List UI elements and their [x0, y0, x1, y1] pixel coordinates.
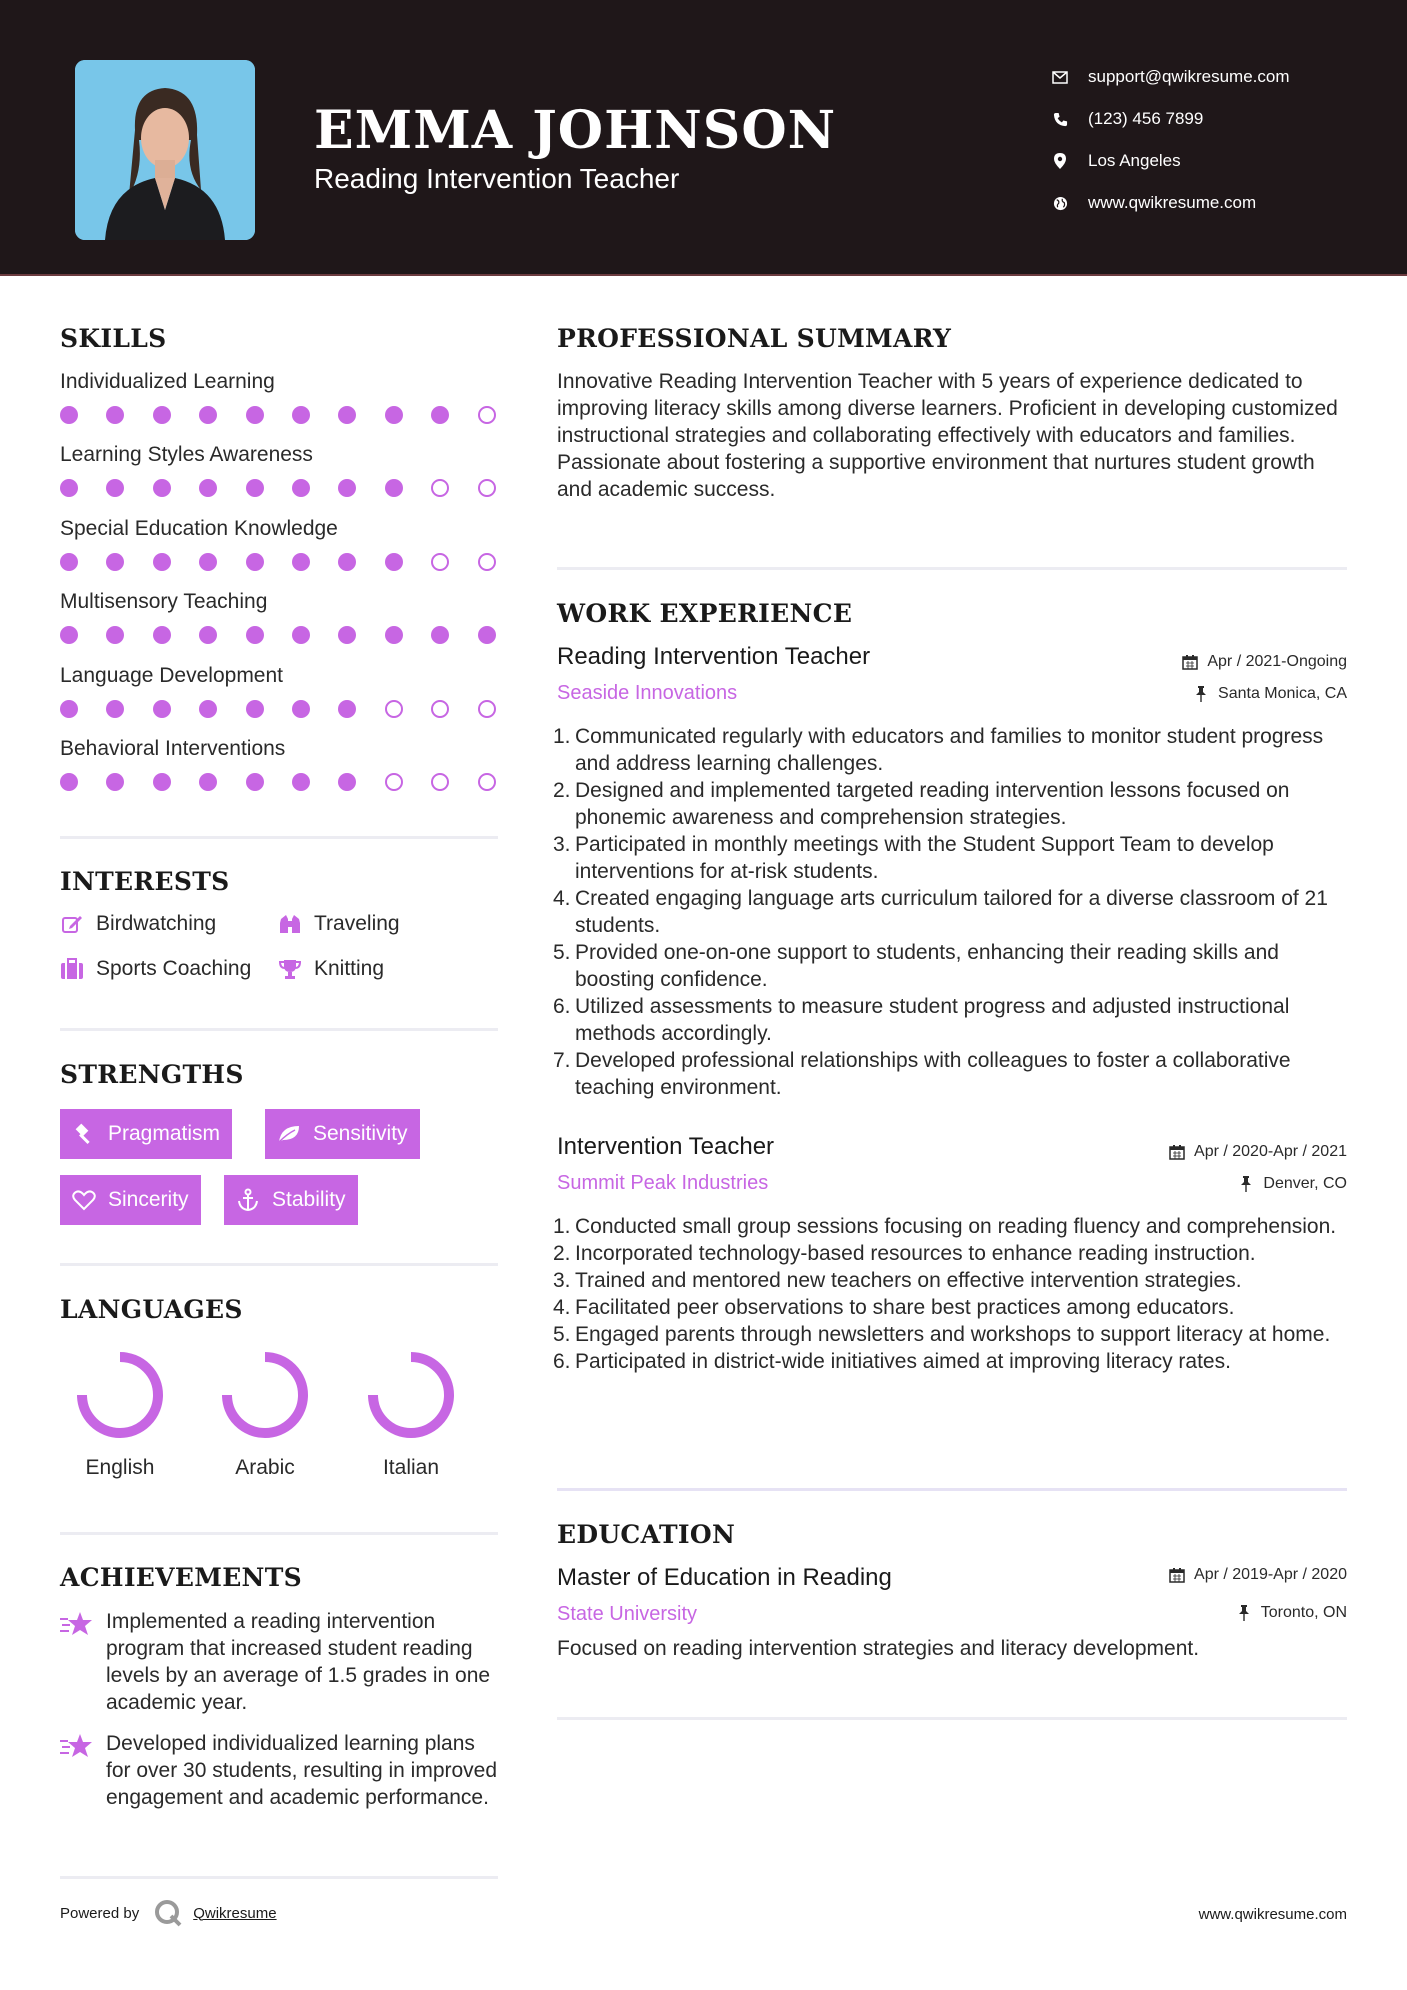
rating-dot-filled — [338, 773, 356, 791]
rating-dot-filled — [199, 553, 217, 571]
interest-item — [60, 957, 251, 981]
rating-dot-filled — [431, 626, 449, 644]
footer-url[interactable]: www.qwikresume.com — [1198, 1906, 1347, 1923]
rating-dot-filled — [246, 626, 264, 644]
contact-phone-text: (123) 456 7899 — [1088, 109, 1204, 128]
achievement-item — [60, 1730, 500, 1811]
rating-dot-filled — [385, 626, 403, 644]
calendar-icon — [1181, 653, 1199, 671]
bullet-text: Facilitated peer observations to share best practices among educators. — [575, 1296, 1235, 1319]
education-location-text: Toronto, ON — [1260, 1604, 1347, 1621]
language-item — [361, 1350, 461, 1480]
bullet-item: 1. Communicated regularly with educators and families to monitor student progress and address learning challenges. — [553, 723, 1353, 777]
suitcase-icon — [60, 957, 84, 981]
education-school: State University — [557, 1603, 698, 1625]
leaf-icon — [277, 1122, 301, 1146]
envelope-icon — [1050, 67, 1070, 87]
contact-website-text: www.qwikresume.com — [1088, 193, 1257, 212]
bullet-item: 6. Utilized assessments to measure student progress and adjusted instructional methods accordingly. — [553, 993, 1353, 1047]
interest-item — [278, 912, 400, 936]
bullet-text: Utilized assessments to measure student progress and adjusted instructional methods accordingly. — [575, 995, 1290, 1045]
skill-name: Special Education Knowledge — [60, 516, 338, 540]
bullet-item: 1. Conducted small group sessions focusing on reading fluency and comprehension. — [553, 1215, 1337, 1238]
job-company: Seaside Innovations — [557, 682, 738, 704]
strength-tag — [224, 1175, 358, 1225]
interest-item — [278, 957, 384, 981]
rating-dot-filled — [246, 479, 264, 497]
bullet-text: Created engaging language arts curriculum tailored for a diverse classroom of 21 students. — [575, 887, 1328, 937]
rating-dot-empty — [431, 700, 449, 718]
job-bullets — [553, 723, 1353, 1101]
interest-label: Traveling — [314, 912, 400, 935]
education-dates-text: Apr / 2019-Apr / 2020 — [1194, 1566, 1347, 1583]
rating-dot-filled — [199, 773, 217, 791]
rating-dot-filled — [199, 700, 217, 718]
achievements-title: ACHIEVEMENTS — [60, 1563, 302, 1592]
strength-label: Pragmatism — [108, 1122, 221, 1145]
anchor-icon — [236, 1188, 260, 1212]
rating-dot-filled — [292, 626, 310, 644]
divider — [60, 836, 498, 839]
divider — [60, 1263, 498, 1266]
rating-dot-filled — [106, 553, 124, 571]
qwikresume-link[interactable]: Qwikresume — [193, 1904, 277, 1922]
rating-dot-filled — [199, 406, 217, 424]
education-location — [1235, 1604, 1347, 1622]
languages-title: LANGUAGES — [60, 1295, 243, 1324]
rating-dot-filled — [199, 479, 217, 497]
bullet-item: 4. Created engaging language arts curriculum tailored for a diverse classroom of 21 students. — [553, 885, 1353, 939]
qwikresume-logo-icon — [153, 1898, 183, 1928]
job-location — [1192, 685, 1347, 703]
skill-rating — [60, 553, 498, 571]
education-dates — [1168, 1566, 1347, 1584]
globe-icon — [1050, 193, 1070, 213]
calendar-icon — [1168, 1566, 1186, 1584]
skill-name: Behavioral Interventions — [60, 737, 286, 760]
bullet-item: 3. Trained and mentored new teachers on effective intervention strategies. — [553, 1269, 1242, 1292]
interest-label: Birdwatching — [96, 912, 217, 935]
rating-dot-empty — [431, 553, 449, 571]
candidate-role: Reading Intervention Teacher — [314, 163, 680, 194]
rating-dot-filled — [60, 553, 78, 571]
contact-email[interactable] — [1050, 56, 1290, 98]
contact-website[interactable] — [1050, 182, 1290, 224]
skills-title: SKILLS — [60, 324, 167, 353]
job-dates-text: Apr / 2021-Ongoing — [1207, 653, 1347, 670]
strength-label: Stability — [272, 1188, 346, 1211]
rating-dot-filled — [338, 479, 356, 497]
rating-dot-filled — [338, 406, 356, 424]
rating-dot-filled — [292, 406, 310, 424]
rating-dot-empty — [431, 773, 449, 791]
bullet-item: 2. Designed and implemented targeted reading intervention lessons focused on phonemic awareness and comprehension strategies. — [553, 777, 1353, 831]
edit-icon — [60, 912, 84, 936]
rating-dot-filled — [106, 406, 124, 424]
contact-list — [1050, 56, 1290, 224]
rating-dot-filled — [106, 773, 124, 791]
bullet-item: 4. Facilitated peer observations to share best practices among educators. — [553, 1296, 1235, 1319]
education-description: Focused on reading intervention strategies and literacy development. — [557, 1637, 1200, 1660]
pushpin-icon — [1237, 1175, 1255, 1193]
phone-icon — [1050, 109, 1070, 129]
summary-title: PROFESSIONAL SUMMARY — [557, 324, 952, 353]
rating-dot-filled — [292, 700, 310, 718]
rating-dot-filled — [246, 700, 264, 718]
rating-dot-filled — [60, 700, 78, 718]
strengths-title: STRENGTHS — [60, 1060, 244, 1089]
rating-dot-filled — [338, 626, 356, 644]
bullet-text: Engaged parents through newsletters and workshops to support literacy at home. — [575, 1323, 1331, 1346]
language-name: Arabic — [235, 1456, 295, 1479]
education-title: EDUCATION — [557, 1520, 736, 1549]
job-company: Summit Peak Industries — [557, 1172, 769, 1194]
language-ring — [75, 1350, 165, 1440]
experience-title: WORK EXPERIENCE — [557, 599, 853, 628]
bullet-text: Communicated regularly with educators and families to monitor student progress and address learning challenges. — [575, 725, 1324, 775]
interests-title: INTERESTS — [60, 867, 230, 896]
bullet-text: Trained and mentored new teachers on effective intervention strategies. — [575, 1269, 1242, 1292]
person-silhouette-icon — [75, 60, 255, 240]
pushpin-icon — [1235, 1604, 1253, 1622]
language-ring — [366, 1350, 456, 1440]
job-location-text: Denver, CO — [1263, 1175, 1347, 1192]
strength-tag — [265, 1109, 420, 1159]
rating-dot-filled — [385, 406, 403, 424]
divider — [557, 567, 1347, 570]
star-icon — [60, 1610, 94, 1640]
job-dates — [1181, 653, 1347, 671]
language-name: English — [85, 1456, 155, 1479]
education-degree: Master of Education in Reading — [557, 1564, 892, 1591]
map-pin-icon — [1050, 151, 1070, 171]
contact-email-text: support@qwikresume.com — [1088, 67, 1290, 86]
rating-dot-filled — [106, 700, 124, 718]
rating-dot-filled — [246, 553, 264, 571]
divider — [557, 1488, 1347, 1491]
rating-dot-filled — [478, 626, 496, 644]
language-name: Italian — [382, 1456, 440, 1479]
profile-photo — [75, 60, 255, 240]
heart-icon — [72, 1188, 96, 1212]
job-title: Intervention Teacher — [557, 1133, 775, 1160]
bullet-item: 3. Participated in monthly meetings with the Student Support Team to develop interventions for at-risk students. — [553, 831, 1353, 885]
achievement-text: Implemented a reading intervention program that increased student reading levels by an average of 1.5 grades in one academic year. — [106, 1610, 491, 1714]
contact-location — [1050, 140, 1290, 182]
language-ring — [220, 1350, 310, 1440]
skill-name: Multisensory Teaching — [60, 590, 268, 614]
skill-name: Language Development — [60, 663, 284, 687]
bullet-text: Incorporated technology-based resources to enhance reading instruction. — [575, 1242, 1256, 1265]
rating-dot-filled — [246, 406, 264, 424]
rating-dot-filled — [60, 479, 78, 497]
bullet-text: Designed and implemented targeted reading intervention lessons focused on phonemic awareness and comprehension strategies. — [575, 779, 1290, 829]
strength-label: Sincerity — [108, 1188, 189, 1211]
binoculars-icon — [278, 912, 302, 936]
rating-dot-filled — [106, 626, 124, 644]
rating-dot-filled — [60, 773, 78, 791]
rating-dot-filled — [199, 626, 217, 644]
skill-name: Learning Styles Awareness — [60, 443, 313, 467]
rating-dot-empty — [478, 479, 496, 497]
skill-rating — [60, 626, 498, 644]
divider — [60, 1028, 498, 1031]
rating-dot-empty — [478, 700, 496, 718]
job-location-text: Santa Monica, CA — [1218, 685, 1347, 702]
gavel-icon — [72, 1122, 96, 1146]
rating-dot-empty — [478, 553, 496, 571]
job-dates-text: Apr / 2020-Apr / 2021 — [1194, 1143, 1347, 1160]
bullet-text: Provided one-on-one support to students, enhancing their reading skills and boosting confidence. — [575, 941, 1279, 991]
job-dates — [1168, 1143, 1347, 1161]
rating-dot-filled — [246, 773, 264, 791]
rating-dot-filled — [106, 479, 124, 497]
contact-location-text: Los Angeles — [1088, 151, 1181, 170]
rating-dot-filled — [385, 553, 403, 571]
skill-rating — [60, 406, 498, 424]
interest-label: Knitting — [314, 957, 385, 980]
interest-item — [60, 912, 216, 936]
bullet-item: 5. Provided one-on-one support to students, enhancing their reading skills and boosting confidence. — [553, 939, 1353, 993]
strength-tag — [60, 1109, 232, 1159]
rating-dot-filled — [153, 406, 171, 424]
pushpin-icon — [1192, 685, 1210, 703]
bullet-text: Developed professional relationships with colleagues to foster a collaborative teaching environment. — [575, 1049, 1291, 1099]
rating-dot-empty — [385, 700, 403, 718]
rating-dot-empty — [478, 406, 496, 424]
bullet-item: 2. Incorporated technology-based resources to enhance reading instruction. — [553, 1242, 1256, 1265]
rating-dot-filled — [153, 700, 171, 718]
strength-tag — [60, 1175, 201, 1225]
job-location — [1237, 1175, 1347, 1193]
rating-dot-empty — [385, 773, 403, 791]
bullet-text: Conducted small group sessions focusing on reading fluency and comprehension. — [575, 1215, 1337, 1238]
rating-dot-empty — [431, 479, 449, 497]
job-bullets — [553, 1213, 1353, 1375]
bullet-text: Participated in monthly meetings with the Student Support Team to develop interventions for at-risk students. — [575, 833, 1274, 883]
rating-dot-filled — [385, 479, 403, 497]
rating-dot-filled — [60, 626, 78, 644]
language-item — [215, 1350, 315, 1480]
skill-rating — [60, 700, 498, 718]
rating-dot-filled — [153, 479, 171, 497]
rating-dot-filled — [338, 700, 356, 718]
powered-by-label: Powered by — [60, 1904, 140, 1922]
trophy-icon — [278, 957, 302, 981]
rating-dot-filled — [292, 773, 310, 791]
strength-label: Sensitivity — [313, 1122, 408, 1145]
divider — [60, 1876, 498, 1879]
summary-text: Innovative Reading Intervention Teacher with 5 years of experience dedicated to improving literacy skills among diverse learners. Proficient in developing customized instructional strategies and collaborating effectively with educators and families. Passionate about fostering a supportive environment that nurtures student growth and academic success. — [557, 370, 1338, 501]
bullet-item: 6. Participated in district-wide initiatives aimed at improving literacy rates. — [553, 1350, 1231, 1373]
star-icon — [60, 1732, 94, 1762]
achievement-text: Developed individualized learning plans for over 30 students, resulting in improved engagement and academic performance. — [106, 1732, 498, 1809]
interest-label: Sports Coaching — [96, 957, 252, 980]
rating-dot-filled — [60, 406, 78, 424]
rating-dot-filled — [153, 553, 171, 571]
footer-powered-by — [60, 1898, 277, 1928]
contact-phone[interactable] — [1050, 98, 1290, 140]
divider — [557, 1717, 1347, 1720]
header — [0, 0, 1407, 276]
rating-dot-empty — [478, 773, 496, 791]
job-title: Reading Intervention Teacher — [557, 643, 871, 670]
rating-dot-filled — [153, 626, 171, 644]
rating-dot-filled — [292, 479, 310, 497]
rating-dot-filled — [292, 553, 310, 571]
skill-rating — [60, 773, 498, 791]
rating-dot-filled — [431, 406, 449, 424]
candidate-name: EMMA JOHNSON — [314, 100, 837, 161]
skill-rating — [60, 479, 498, 497]
bullet-item: 5. Engaged parents through newsletters and workshops to support literacy at home. — [553, 1323, 1331, 1346]
rating-dot-filled — [153, 773, 171, 791]
skill-name: Individualized Learning — [60, 370, 275, 393]
language-item — [70, 1350, 170, 1480]
bullet-text: Participated in district-wide initiatives aimed at improving literacy rates. — [575, 1350, 1231, 1373]
bullet-item: 7. Developed professional relationships with colleagues to foster a collaborative teaching environment. — [553, 1047, 1353, 1101]
divider — [60, 1532, 498, 1535]
rating-dot-filled — [338, 553, 356, 571]
achievement-item — [60, 1608, 500, 1716]
calendar-icon — [1168, 1143, 1186, 1161]
